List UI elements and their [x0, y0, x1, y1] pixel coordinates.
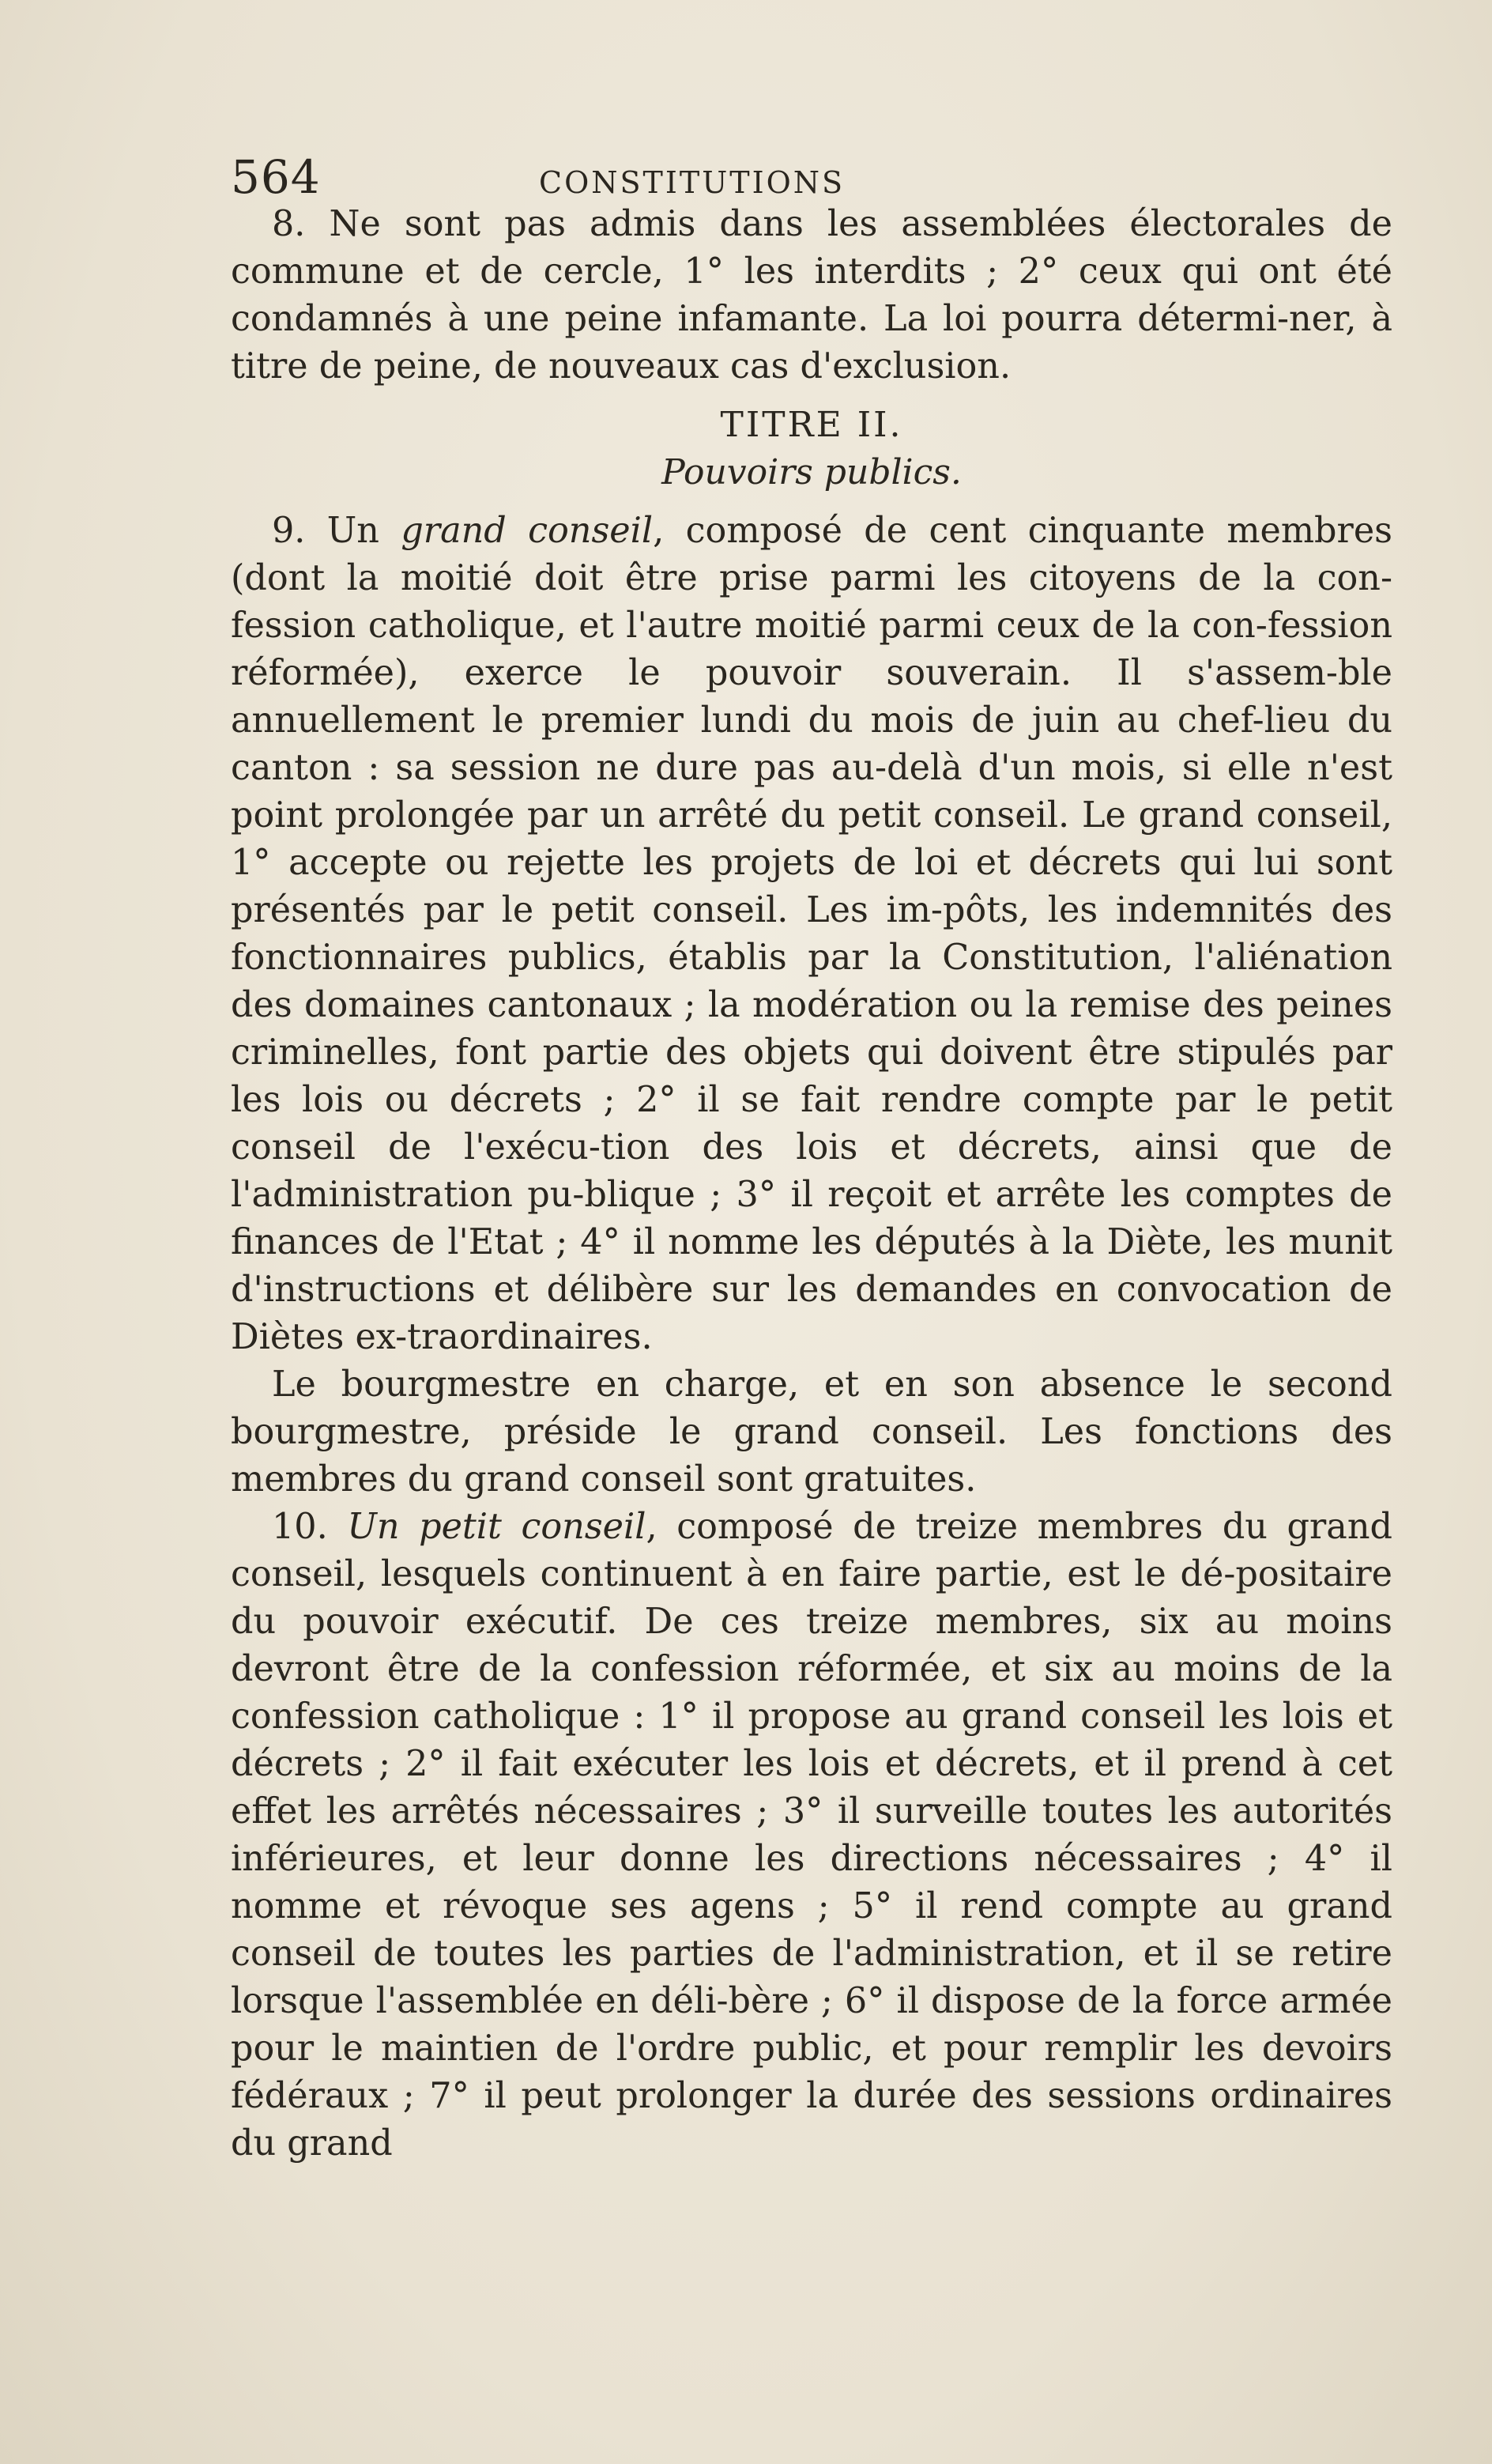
article-9-number: 9. Un [272, 511, 401, 551]
section-title: TITRE II. [720, 405, 903, 445]
article-10-text: , composé de treize membres du grand conseil, lesquels continuent à en faire partie, est le dé-positaire du pouvoir exécutif. De ces treize membres, six au moins devront être de la confession réformée, et six au moins de la confession catholique : 1° il propose au grand conseil les lois et décrets ; 2° il fait exécuter les lois et décrets, et il prend à cet effet les arrêtés nécessaires ; 3° il surveille toutes les autorités inférieures, et leur donne les directions nécessaires ; 4° il nomme et révoque ses agens ; 5° il rend compte au grand conseil de toutes les parties de l'administration, et il se retire lorsque l'assemblée en déli-bère ; 6° il dispose de la force armée pour le maintien de l'ordre public, et pour remplir les devoirs fédéraux ; 7° il peut prolonger la durée des sessions ordinaires du grand [231, 1507, 1392, 2164]
article-9-text: , composé de cent cinquante membres (dont la moitié doit être prise parmi les citoyens de la con-fession catholique, et l'autre moitié parmi ceux de la con-fession réformée), exerce le pouvoir souverain. Il s'assem-ble annuellement le premier lundi du mois de juin au chef-lieu du canton : sa session ne dure pas au-delà d'un mois, si elle n'est point prolongée par un arrêté du petit conseil. Le grand conseil, 1° accepte ou rejette les projets de loi et décrets qui lui sont présentés par le petit conseil. Les im-pôts, les indemnités des fonctionnaires publics, établis par la Constitution, l'aliénation des domaines cantonaux ; la modération ou la remise des peines criminelles, font partie des objets qui doivent être stipulés par les lois ou décrets ; 2° il se fait rendre compte par le petit conseil de l'exécu-tion des lois et décrets, ainsi que de l'administration pu-blique ; 3° il reçoit et arrête les comptes de finances de l'Etat ; 4° il nomme les députés à la Diète, les munit d'instructions et délibère sur les demandes en convocation de Diètes ex-traordinaires. [231, 511, 1392, 1357]
page-number: 564 [231, 150, 321, 204]
paragraph-burgomaster: Le bourgmestre en charge, et en son absence le second bourgmestre, préside le grand conseil. Les fonctions des membres du grand conseil sont gratuites. [231, 1364, 1392, 1500]
article-9-emphasis: grand conseil [401, 511, 654, 551]
article-8: 8. Ne sont pas admis dans les assemblées électorales de commune et de cercle, 1° les interdits ; 2° ceux qui ont été condamnés à une peine infamante. La loi pourra détermi-ner, à titre de peine, de nouveaux cas d'exclusion. [231, 204, 1392, 387]
running-title: CONSTITUTIONS [539, 165, 846, 200]
text-block [231, 150, 1392, 2168]
running-head [231, 150, 1392, 204]
article-10-emphasis: Un petit conseil [347, 1507, 646, 1547]
article-10 [231, 1504, 1392, 2168]
article-9 [231, 508, 1392, 1361]
article-10-number: 10. [272, 1507, 348, 1547]
section-subtitle: Pouvoirs publics. [661, 452, 962, 492]
